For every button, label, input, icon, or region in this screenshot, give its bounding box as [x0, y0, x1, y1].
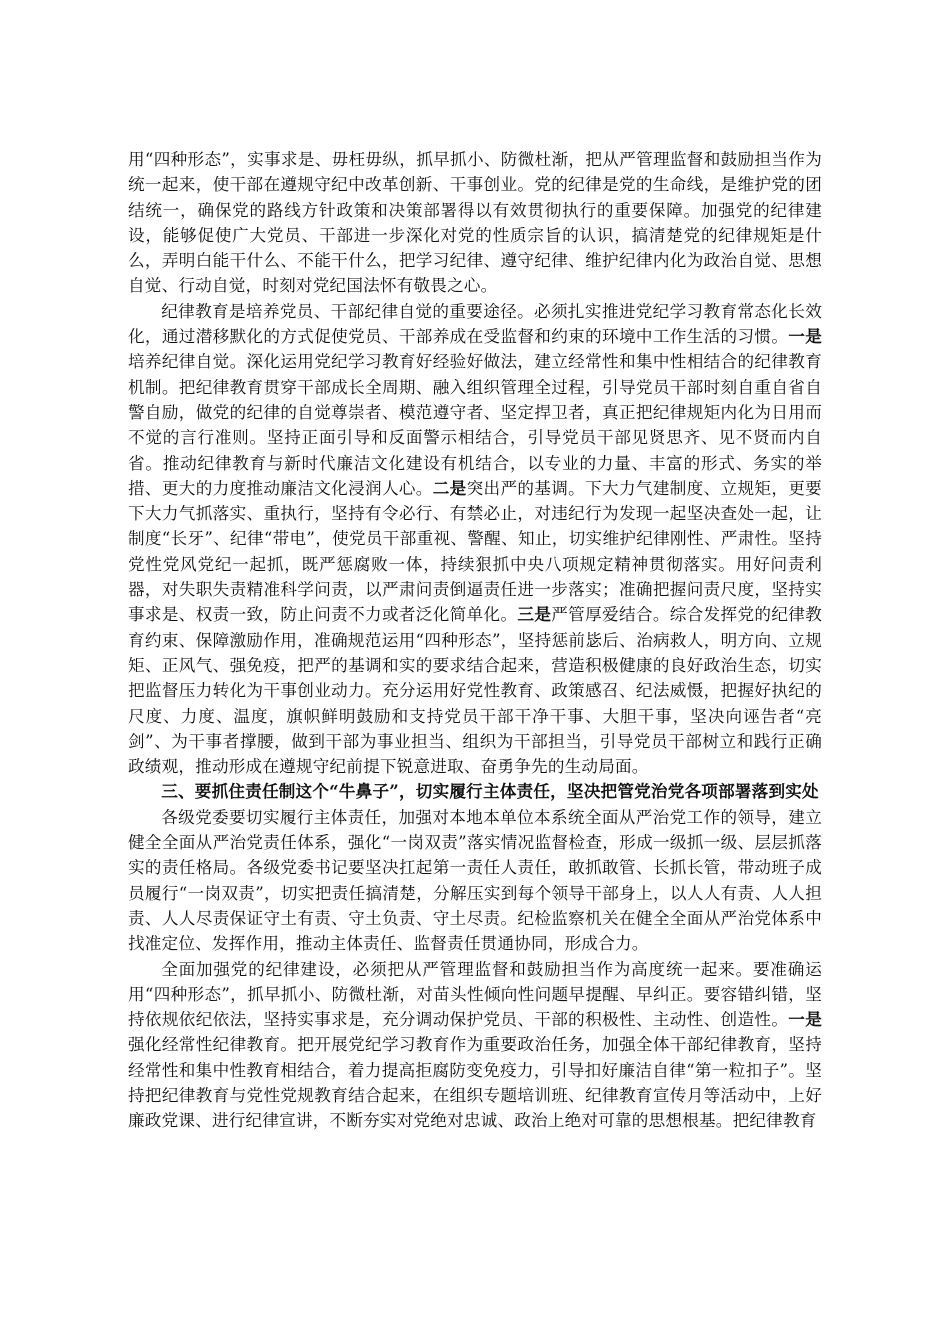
paragraph-1: 用“四种形态”，实事求是、毋枉毋纵，抓早抓小、防微杜渐，把从严管理监督和鼓励担当作为统一起来，使干部在遵规守纪中改革创新、干事创业。党的纪律是党的生命线，是维护党的团结统一，确保党的路线方针政策和决策部署得以有效贯彻执行的重要保障。加强党的纪律建设，能够促使广大党员、干部进一步深化对党的性质宗旨的认识，搞清楚党的纪律规矩是什么，弄明白能干什么、不能干什么，把学习纪律、遵守纪律、维护纪律内化为政治自觉、思想自觉、行动自觉，时刻对党纪国法怀有敬畏之心。: [128, 150, 822, 296]
point-marker-3: 三是: [517, 604, 552, 625]
paragraph-2-point-3: 严管厚爱结合。综合发挥党的纪律教育约束、保障激励作用，准确规范运用“四种形态”，坚持惩前毖后、治病救人，明方向、立规矩、正风气、强免疫，把严的基调和实的要求结合起来，营造积极健康的良好政治生态，切实把监督压力转化为干事创业动力。充分运用好党性教育、政策感召、纪法威慑，把握好执纪的尺度、力度、温度，旗帜鲜明鼓励和支持党员干部干净干事、大胆干事，坚决向诬告者“亮剑”、为干事者撑腰，做到干部为事业担当、组织为干部担当，引导党员干部树立和践行正确政绩观，推动形成在遵规守纪前提下锐意进取、奋勇争先的生动局面。: [128, 605, 822, 777]
paragraph-3: 各级党委要切实履行主体责任，加强对本地本单位本系统全面从严治党工作的领导，建立健全全面从严治党责任体系，强化“一岗双责”落实情况监督检查，形成一级抓一级、层层抓落实的责任格局。各级党委书记要坚决扛起第一责任人责任，敢抓敢管、长抓长管，带动班子成员履行“一岗双责”，切实把责任搞清楚，分解压实到每个领导干部身上，以人人有责、人人担责、人人尽责保证守土有责、守土负责、守土尽责。纪检监察机关在健全全面从严治党体系中找准定位、发挥作用，推动主体责任、监督责任贯通协同，形成合力。: [128, 807, 822, 954]
paragraph-2: [128, 299, 822, 780]
point-marker-1: 一是: [788, 326, 822, 347]
document-page: [128, 147, 822, 1134]
section-heading-3: 三、要抓住责任制这个“牛鼻子”，切实履行主体责任，坚决把管党治党各项部署落到实处: [161, 781, 819, 802]
paragraph-4: [128, 957, 822, 1134]
point-marker-4: 一是: [788, 1009, 822, 1030]
paragraph-2-intro: 纪律教育是培养党员、干部纪律自觉的重要途径。必须扎实推进党纪学习教育常态化长效化，通过潜移默化的方式促使党员、干部养成在受监督和约束的环境中工作生活的习惯。: [128, 301, 822, 347]
paragraph-2-point-1: 培养纪律自觉。深化运用党纪学习教育好经验好做法，建立经常性和集中性相结合的纪律教育机制。把纪律教育贯穿干部成长全周期、融入组织管理全过程，引导党员干部时刻自重自省自警自励，做党的纪律的自觉尊崇者、模范遵守者、坚定捍卫者，真正把纪律规矩内化为日用而不觉的言行准则。坚持正面引导和反面警示相结合，引导党员干部见贤思齐、见不贤而内自省。推动纪律教育与新时代廉洁文化建设有机结合，以专业的力量、丰富的形式、务实的举措、更大的力度推动廉洁文化浸润人心。: [128, 352, 822, 498]
paragraph-4-intro: 全面加强党的纪律建设，必须把从严管理监督和鼓励担当作为高度统一起来。要准确运用“四种形态”，抓早抓小、防微杜渐，对苗头性倾向性问题早提醒、早纠正。要容错纠错，坚持依规依纪依法，坚持实事求是，充分调动保护党员、干部的积极性、主动性、创造性。: [128, 959, 822, 1030]
point-marker-2: 二是: [432, 477, 467, 498]
paragraph-2-point-2: 突出严的基调。下大力气建制度、立规矩，更要下大力气抓落实、重执行，坚持有令必行、有禁必止，对违纪行为发现一起坚决查处一起，让制度“长牙”、纪律“带电”，使党员干部重视、警醒、知止，切实维护纪律刚性、严肃性。坚持党性党风党纪一起抓，既严惩腐败一体，持续狠抓中央八项规定精神贯彻落实。用好问责利器，对失职失责精准科学问责，以严肃问责倒逼责任进一步落实；准确把握问责尺度，坚持实事求是、权责一致，防止问责不力或者泛化简单化。: [128, 478, 822, 625]
paragraph-4-point-1: 强化经常性纪律教育。把开展党纪学习教育作为重要政治任务，加强全体干部纪律教育，坚持经常性和集中性教育相结合，着力提高拒腐防变免疫力，引导扣好廉洁自律“第一粒扣子”。坚持把纪律教育与党性党规教育结合起来，在组织专题培训班、纪律教育宣传月等活动中，上好廉政党课、进行纪律宣讲，不断夯实对党绝对忠诚、政治上绝对可靠的思想根基。把纪律教育: [128, 1035, 822, 1131]
